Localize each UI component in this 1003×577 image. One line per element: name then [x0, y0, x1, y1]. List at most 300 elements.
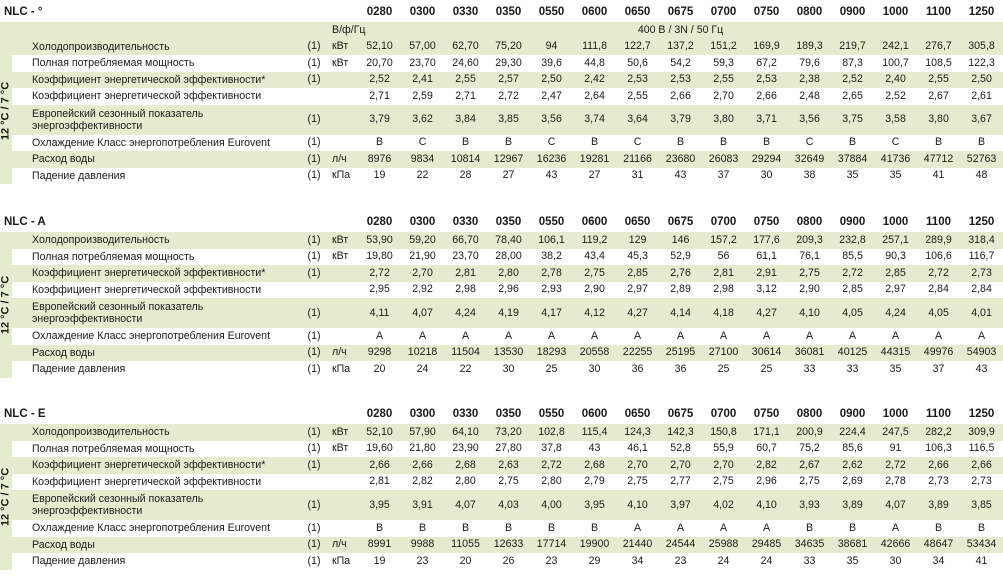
- value-cell: B: [418, 521, 427, 534]
- value-cell: 2,72: [358, 265, 401, 282]
- param-label: Холодопроизводительность: [30, 39, 300, 56]
- data-row: [0, 441, 1003, 458]
- value-cell: 20,70: [366, 56, 393, 69]
- value-cell: 23: [674, 554, 687, 567]
- model-header: 0550: [538, 407, 565, 420]
- value-cell: 242,1: [874, 39, 917, 56]
- value-cell: 25: [760, 362, 773, 375]
- value-cell: 11504: [444, 345, 487, 362]
- data-row: [0, 361, 1003, 378]
- value-cell: 4,03: [487, 490, 530, 520]
- model-header: 0350: [495, 5, 522, 18]
- value-cell: 2,65: [842, 89, 863, 102]
- model-header: 0900: [839, 5, 866, 18]
- value-cell: 219,7: [831, 39, 874, 56]
- note: (1): [300, 151, 328, 168]
- value-cell: 36081: [788, 345, 831, 362]
- value-cell: 48647: [917, 537, 960, 554]
- value-cell: 47712: [917, 151, 960, 168]
- data-row: [0, 151, 1003, 168]
- value-cell: 100,7: [882, 56, 909, 69]
- value-cell: 76,1: [799, 250, 820, 263]
- value-cell: 38681: [831, 537, 874, 554]
- value-cell: B: [719, 136, 728, 149]
- value-cell: B: [375, 521, 384, 534]
- model-header: 0600: [581, 407, 608, 420]
- value-cell: 32649: [788, 151, 831, 168]
- model-header: 0550: [538, 215, 565, 228]
- value-cell: 2,93: [541, 283, 562, 296]
- value-cell: 2,76: [659, 265, 702, 282]
- value-cell: 106,1: [530, 232, 573, 249]
- value-cell: 2,70: [659, 457, 702, 474]
- value-cell: 247,5: [874, 424, 917, 441]
- value-cell: 57,00: [401, 39, 444, 56]
- data-row: [0, 328, 1003, 345]
- unit: кПа: [332, 554, 351, 567]
- value-cell: 35: [889, 169, 902, 182]
- value-cell: 20: [459, 554, 472, 567]
- value-cell: 2,66: [960, 457, 1003, 474]
- value-cell: 35: [846, 169, 859, 182]
- data-row: [0, 72, 1003, 89]
- value-cell: 64,10: [444, 424, 487, 441]
- unit: [328, 298, 358, 328]
- unit: [328, 474, 358, 491]
- value-cell: 28,00: [495, 250, 522, 263]
- value-cell: 2,79: [584, 475, 605, 488]
- value-cell: 9988: [401, 537, 444, 554]
- value-cell: A: [375, 329, 384, 342]
- value-cell: 22255: [616, 345, 659, 362]
- value-cell: 2,85: [874, 265, 917, 282]
- value-cell: 21,90: [409, 250, 436, 263]
- value-cell: 2,95: [369, 283, 390, 296]
- model-header: 0280: [366, 407, 393, 420]
- value-cell: 3,95: [358, 490, 401, 520]
- value-cell: B: [590, 136, 599, 149]
- value-cell: 4,17: [530, 298, 573, 328]
- value-cell: 36: [631, 362, 644, 375]
- unit: кВт: [332, 56, 349, 69]
- value-cell: 85,5: [842, 250, 863, 263]
- value-cell: 2,53: [616, 72, 659, 89]
- data-row: [0, 490, 1003, 520]
- value-cell: A: [633, 329, 642, 342]
- param-label: Расход воды: [30, 345, 300, 362]
- value-cell: 90,3: [885, 250, 906, 263]
- value-cell: 106,6: [925, 250, 952, 263]
- value-cell: 2,67: [788, 457, 831, 474]
- value-cell: 29485: [745, 537, 788, 554]
- value-cell: 44315: [874, 345, 917, 362]
- value-cell: 94: [530, 39, 573, 56]
- value-cell: 4,11: [358, 298, 401, 328]
- header-row: [0, 212, 1003, 232]
- param-label: Коэффициент энергетической эффективности*: [30, 457, 300, 474]
- model-header: 0350: [495, 407, 522, 420]
- unit: кВт: [332, 250, 349, 263]
- value-cell: 3,64: [616, 105, 659, 135]
- value-cell: 4,19: [487, 298, 530, 328]
- value-cell: 23,70: [409, 56, 436, 69]
- value-cell: 3,79: [358, 105, 401, 135]
- value-cell: 37884: [831, 151, 874, 168]
- value-cell: 3,74: [573, 105, 616, 135]
- value-cell: 2,48: [799, 89, 820, 102]
- value-cell: A: [891, 329, 900, 342]
- value-cell: 2,70: [702, 457, 745, 474]
- data-row: [0, 457, 1003, 474]
- value-cell: 2,98: [713, 283, 734, 296]
- value-cell: 2,68: [573, 457, 616, 474]
- value-cell: 4,14: [659, 298, 702, 328]
- value-cell: 3,93: [788, 490, 831, 520]
- value-cell: 54,2: [670, 56, 691, 69]
- unit: [328, 282, 358, 299]
- value-cell: 2,75: [573, 265, 616, 282]
- value-cell: A: [805, 329, 814, 342]
- spec-table: [0, 212, 1003, 378]
- data-row: [0, 232, 1003, 249]
- value-cell: 2,80: [455, 475, 476, 488]
- value-cell: 19,80: [366, 250, 393, 263]
- value-cell: 35: [889, 362, 902, 375]
- value-cell: 4,01: [960, 298, 1003, 328]
- value-cell: 2,84: [971, 283, 992, 296]
- data-row: [0, 537, 1003, 554]
- value-cell: 2,50: [530, 72, 573, 89]
- value-cell: 3,56: [530, 105, 573, 135]
- model-header: 0600: [581, 215, 608, 228]
- value-cell: 3,95: [573, 490, 616, 520]
- condition-label: 12 °C / 7 °C: [0, 275, 12, 334]
- model-header: 1000: [882, 215, 909, 228]
- unit: [328, 457, 358, 474]
- value-cell: 45,3: [627, 250, 648, 263]
- data-row: [0, 265, 1003, 282]
- value-cell: 2,52: [358, 72, 401, 89]
- data-row: [0, 135, 1003, 152]
- value-cell: B: [547, 521, 556, 534]
- value-cell: 3,89: [831, 490, 874, 520]
- value-cell: 37: [717, 169, 730, 182]
- unit: л/ч: [328, 151, 358, 168]
- model-header: 1100: [926, 5, 951, 18]
- model-header: 1000: [882, 407, 909, 420]
- value-cell: 2,81: [702, 265, 745, 282]
- value-cell: B: [504, 136, 513, 149]
- value-cell: 2,80: [487, 265, 530, 282]
- value-cell: 22: [459, 362, 472, 375]
- value-cell: 8976: [358, 151, 401, 168]
- value-cell: 116,7: [968, 250, 995, 263]
- value-cell: B: [934, 136, 943, 149]
- model-header: 0700: [710, 215, 737, 228]
- value-cell: 2,73: [928, 475, 949, 488]
- note: (1): [300, 232, 328, 249]
- value-cell: 23,70: [452, 250, 479, 263]
- value-cell: 2,57: [487, 72, 530, 89]
- value-cell: B: [805, 521, 814, 534]
- section-1: [0, 212, 1003, 378]
- value-cell: 2,47: [541, 89, 562, 102]
- value-cell: A: [676, 521, 685, 534]
- value-cell: 2,66: [917, 457, 960, 474]
- value-cell: 3,80: [702, 105, 745, 135]
- model-header: 0750: [753, 407, 780, 420]
- model-header: 0700: [710, 407, 737, 420]
- value-cell: 8991: [358, 537, 401, 554]
- note: (1): [307, 554, 321, 567]
- data-row: [0, 168, 1003, 185]
- value-cell: 30614: [745, 345, 788, 362]
- value-cell: 169,9: [745, 39, 788, 56]
- value-cell: 2,77: [670, 475, 691, 488]
- value-cell: 189,3: [788, 39, 831, 56]
- value-cell: 3,85: [487, 105, 530, 135]
- value-cell: 2,73: [971, 475, 992, 488]
- value-cell: 257,1: [874, 232, 917, 249]
- value-cell: 40125: [831, 345, 874, 362]
- value-cell: 2,96: [498, 283, 519, 296]
- data-row: [0, 282, 1003, 299]
- note: (1): [307, 442, 321, 455]
- value-cell: 29: [588, 554, 601, 567]
- param-label: Европейский сезонный показатель энергоэффективности: [30, 105, 300, 135]
- value-cell: 41: [932, 169, 945, 182]
- value-cell: 52,8: [670, 442, 691, 455]
- value-cell: 52,10: [358, 39, 401, 56]
- note: (1): [307, 250, 321, 263]
- value-cell: 111,8: [573, 39, 616, 56]
- value-cell: 2,52: [885, 89, 906, 102]
- model-header: 0750: [753, 215, 780, 228]
- value-cell: 200,9: [788, 424, 831, 441]
- value-cell: 43: [545, 169, 558, 182]
- value-cell: 289,9: [917, 232, 960, 249]
- note: [300, 88, 328, 105]
- unit: [328, 105, 358, 135]
- value-cell: B: [762, 136, 771, 149]
- value-cell: 62,70: [444, 39, 487, 56]
- value-cell: A: [461, 329, 470, 342]
- model-header: 0900: [839, 215, 866, 228]
- value-cell: 4,27: [745, 298, 788, 328]
- param-label: Полная потребляемая мощность: [32, 250, 195, 263]
- header-row: [0, 2, 1003, 22]
- value-cell: 13530: [487, 345, 530, 362]
- value-cell: 9298: [358, 345, 401, 362]
- value-cell: B: [461, 136, 470, 149]
- value-cell: 2,97: [885, 283, 906, 296]
- param-label: Падение давления: [32, 555, 126, 568]
- value-cell: 2,90: [799, 283, 820, 296]
- value-cell: 60,7: [756, 442, 777, 455]
- value-cell: 29,30: [495, 56, 522, 69]
- value-cell: 30: [760, 169, 773, 182]
- value-cell: 282,2: [917, 424, 960, 441]
- note: (1): [307, 56, 321, 69]
- value-cell: B: [848, 521, 857, 534]
- value-cell: 2,53: [745, 72, 788, 89]
- value-cell: 3,89: [917, 490, 960, 520]
- value-cell: 2,98: [455, 283, 476, 296]
- param-label: Охлаждение Класс энергопотребления Eurovent: [32, 136, 271, 149]
- unit: [328, 72, 358, 89]
- value-cell: 18293: [530, 345, 573, 362]
- value-cell: 4,07: [401, 298, 444, 328]
- value-cell: A: [977, 329, 986, 342]
- value-cell: 4,07: [444, 490, 487, 520]
- param-label: Расход воды: [30, 537, 300, 554]
- value-cell: 2,82: [745, 457, 788, 474]
- note: (1): [300, 424, 328, 441]
- value-cell: B: [848, 136, 857, 149]
- value-cell: 2,72: [874, 457, 917, 474]
- value-cell: A: [848, 329, 857, 342]
- value-cell: 2,70: [713, 89, 734, 102]
- model-header: 0700: [710, 5, 737, 18]
- value-cell: 19900: [573, 537, 616, 554]
- value-cell: 224,4: [831, 424, 874, 441]
- value-cell: 309,9: [960, 424, 1003, 441]
- value-cell: 2,38: [788, 72, 831, 89]
- value-cell: 4,07: [874, 490, 917, 520]
- value-cell: B: [977, 521, 986, 534]
- model-header: 0800: [796, 215, 823, 228]
- model-header: 0800: [796, 407, 823, 420]
- unit: кВт: [332, 442, 349, 455]
- value-cell: 2,97: [627, 283, 648, 296]
- value-cell: 23680: [659, 151, 702, 168]
- value-cell: 4,02: [702, 490, 745, 520]
- model-header: 0675: [667, 407, 694, 420]
- value-cell: 4,10: [788, 298, 831, 328]
- value-cell: 27: [502, 169, 515, 182]
- model-header: 1100: [926, 215, 951, 228]
- value-cell: 39,6: [541, 56, 562, 69]
- note: [300, 282, 328, 299]
- value-cell: 30: [588, 362, 601, 375]
- value-cell: A: [504, 329, 513, 342]
- note: (1): [307, 169, 321, 182]
- value-cell: 53,90: [358, 232, 401, 249]
- header-row: [0, 404, 1003, 424]
- section-title: NLC - A: [4, 215, 46, 228]
- value-cell: 305,8: [960, 39, 1003, 56]
- value-cell: 2,66: [401, 457, 444, 474]
- value-cell: 3,62: [401, 105, 444, 135]
- value-cell: 3,84: [444, 105, 487, 135]
- value-cell: 4,05: [917, 298, 960, 328]
- value-cell: 108,5: [925, 56, 952, 69]
- value-cell: 2,82: [412, 475, 433, 488]
- value-cell: 2,72: [917, 265, 960, 282]
- value-cell: 3,12: [756, 283, 777, 296]
- model-header: 0650: [624, 215, 651, 228]
- value-cell: 25: [545, 362, 558, 375]
- value-cell: 124,3: [616, 424, 659, 441]
- value-cell: 38: [803, 169, 816, 182]
- model-header: 0350: [495, 215, 522, 228]
- value-cell: 21,80: [409, 442, 436, 455]
- value-cell: 129: [616, 232, 659, 249]
- value-cell: 2,41: [401, 72, 444, 89]
- value-cell: 27,80: [495, 442, 522, 455]
- unit: кВт: [328, 39, 358, 56]
- value-cell: 19281: [573, 151, 616, 168]
- value-cell: 22: [416, 169, 429, 182]
- param-label: Коэффициент энергетической эффективности*: [30, 72, 300, 89]
- value-cell: 38,2: [541, 250, 562, 263]
- value-cell: 2,66: [670, 89, 691, 102]
- value-cell: 52,10: [358, 424, 401, 441]
- data-row: [0, 553, 1003, 570]
- data-row: [0, 39, 1003, 56]
- value-cell: 157,2: [702, 232, 745, 249]
- value-cell: 2,80: [541, 475, 562, 488]
- value-cell: 2,96: [756, 475, 777, 488]
- value-cell: 23,90: [452, 442, 479, 455]
- model-header: 1000: [882, 5, 909, 18]
- data-row: [0, 298, 1003, 328]
- value-cell: 57,90: [401, 424, 444, 441]
- value-cell: 34: [932, 554, 945, 567]
- value-cell: 2,63: [487, 457, 530, 474]
- value-cell: B: [461, 521, 470, 534]
- value-cell: 36: [674, 362, 687, 375]
- value-cell: 4,10: [745, 490, 788, 520]
- value-cell: 2,72: [530, 457, 573, 474]
- value-cell: 28: [459, 169, 472, 182]
- param-label: Полная потребляемая мощность: [32, 57, 195, 70]
- value-cell: 2,55: [702, 72, 745, 89]
- value-cell: 54903: [960, 345, 1003, 362]
- value-cell: 4,27: [616, 298, 659, 328]
- section-title: NLC - °: [4, 5, 43, 18]
- value-cell: B: [590, 521, 599, 534]
- value-cell: 19,60: [366, 442, 393, 455]
- value-cell: 25195: [659, 345, 702, 362]
- data-row: [0, 88, 1003, 105]
- condition-label-cell: [0, 39, 12, 185]
- unit: кПа: [332, 362, 351, 375]
- param-label: Охлаждение Класс энергопотребления Eurovent: [32, 522, 271, 535]
- value-cell: 3,97: [659, 490, 702, 520]
- value-cell: 2,40: [874, 72, 917, 89]
- value-cell: 2,53: [659, 72, 702, 89]
- value-cell: 42666: [874, 537, 917, 554]
- value-cell: 2,75: [627, 475, 648, 488]
- value-cell: 2,61: [971, 89, 992, 102]
- value-cell: 3,80: [917, 105, 960, 135]
- value-cell: 2,78: [530, 265, 573, 282]
- value-cell: 26: [502, 554, 515, 567]
- value-cell: 2,89: [670, 283, 691, 296]
- value-cell: 73,20: [487, 424, 530, 441]
- value-cell: 10814: [444, 151, 487, 168]
- value-cell: 78,40: [487, 232, 530, 249]
- model-header: 0600: [581, 5, 608, 18]
- value-cell: 43: [674, 169, 687, 182]
- condition-label-cell: [0, 424, 12, 570]
- value-cell: 2,50: [960, 72, 1003, 89]
- value-cell: 115,4: [573, 424, 616, 441]
- model-header: 0800: [796, 5, 823, 18]
- value-cell: C: [547, 136, 556, 149]
- value-cell: 232,8: [831, 232, 874, 249]
